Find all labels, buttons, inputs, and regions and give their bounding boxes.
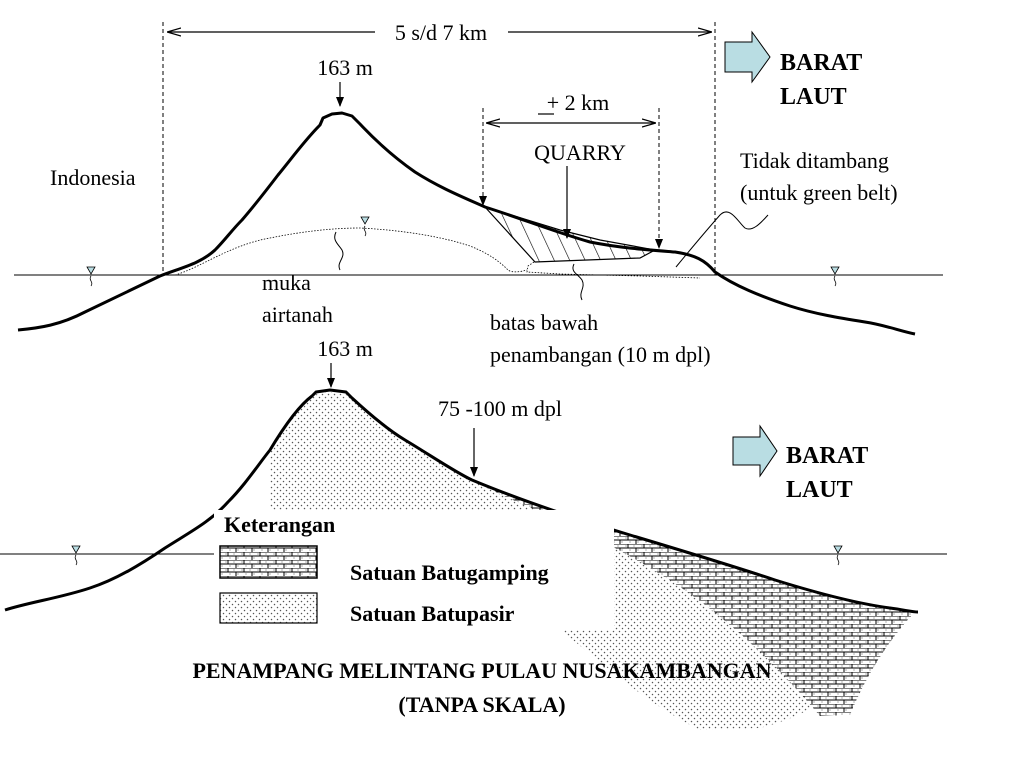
bottom-direction-line2: LAUT: [786, 477, 853, 503]
top-direction-line1: BARAT: [780, 50, 863, 76]
right-note-line1: Tidak ditambang: [740, 148, 889, 173]
water-table-label-line2: airtanah: [262, 302, 333, 327]
legend: [214, 510, 614, 630]
top-peak-label: 163 m: [317, 55, 373, 80]
mining-limit-leader: [573, 264, 583, 300]
right-arrow-icon: [733, 426, 777, 476]
mining-limit-line2: penambangan (10 m dpl): [490, 342, 711, 367]
legend-swatch-limestone: [220, 546, 317, 578]
water-level-marker-icon: [361, 217, 369, 236]
right-note-line2: (untuk green belt): [740, 180, 898, 205]
right-arrow-icon: [725, 32, 770, 82]
legend-title: Keterangan: [224, 512, 336, 537]
water-level-marker-icon: [72, 546, 80, 565]
squiggle-leader-icon: [335, 232, 343, 270]
water-level-marker-icon: [831, 267, 839, 286]
caption-line1: PENAMPANG MELINTANG PULAU NUSAKAMBANGAN: [192, 658, 772, 683]
width-label: 5 s/d 7 km: [394, 20, 488, 45]
mining-limit-line1: batas bawah: [490, 310, 599, 335]
bottom-direction-line1: BARAT: [786, 443, 869, 469]
water-level-marker-icon: [87, 267, 95, 286]
water-table-label-line1: muka: [262, 270, 311, 295]
right-note-leader: [676, 212, 768, 267]
legend-label-sandstone: Satuan Batupasir: [350, 601, 515, 626]
bottom-peak-label: 163 m: [317, 336, 373, 361]
quarry-label: QUARRY: [534, 140, 626, 165]
caption-line2: (TANPA SKALA): [398, 692, 566, 717]
top-direction-line2: LAUT: [780, 84, 847, 110]
contact-label: 75 -100 m dpl: [437, 396, 563, 421]
top-cross-section: [14, 20, 943, 367]
terrain-profile: [18, 113, 915, 334]
indonesia-label: Indonesia: [50, 165, 136, 190]
legend-swatch-sandstone: [220, 593, 317, 623]
mining-floor-line: [527, 262, 700, 278]
legend-label-limestone: Satuan Batugamping: [350, 560, 549, 585]
water-level-marker-icon: [834, 546, 842, 565]
quarry-width-label: + 2 km: [546, 90, 610, 115]
